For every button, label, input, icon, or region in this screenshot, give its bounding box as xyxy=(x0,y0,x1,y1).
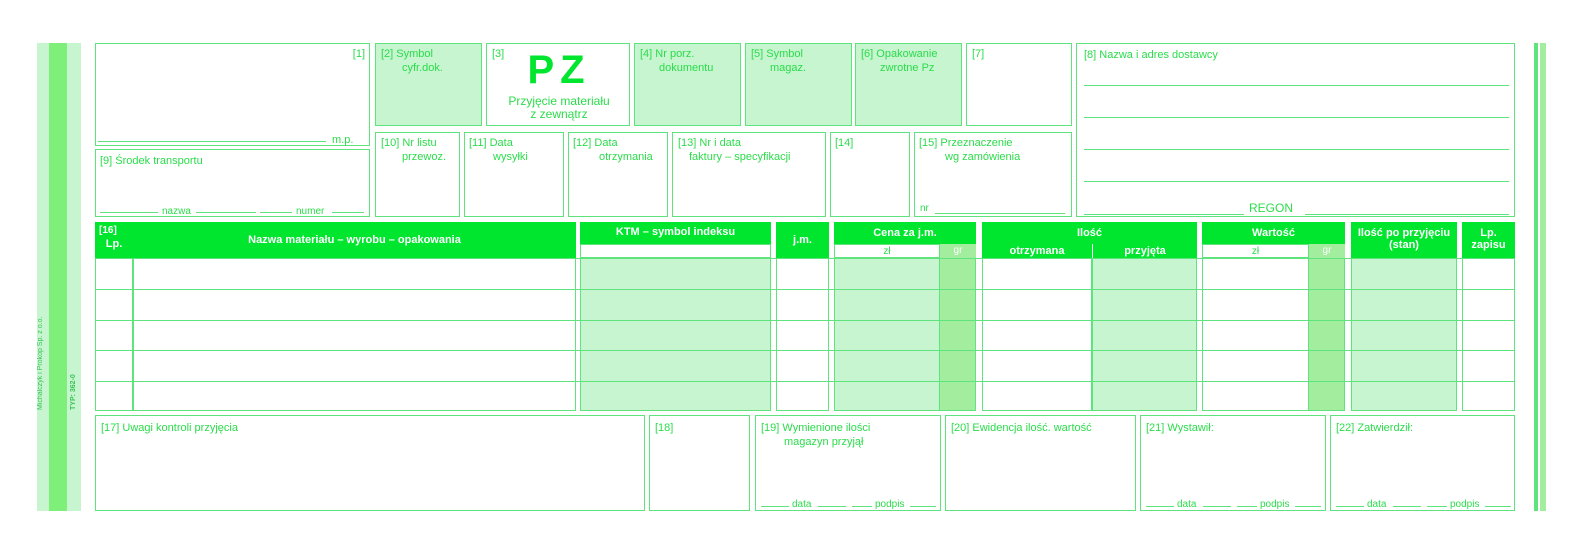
regon-label: REGON xyxy=(1249,201,1294,215)
right-margin-strip-2 xyxy=(1540,43,1546,511)
f21-data: data xyxy=(1177,499,1197,510)
sub-wartosc-zl: zł xyxy=(1202,244,1309,258)
table-wartosc-gr-col xyxy=(1309,258,1345,411)
field-1[interactable] xyxy=(95,43,370,146)
f21-podpis-r xyxy=(1295,506,1321,507)
supplier-line-3 xyxy=(1084,149,1509,150)
row-line-1 xyxy=(95,258,1515,259)
field-19-label: [19] Wymienione ilości xyxy=(761,422,871,434)
hdr-lpzapisu xyxy=(1462,222,1515,258)
f22-podpis-r xyxy=(1485,506,1511,507)
nr-line xyxy=(935,213,1065,214)
field-4-label-b: dokumentu xyxy=(659,62,714,74)
f19-podpis: podpis xyxy=(875,499,905,510)
left-margin-strip-dark xyxy=(49,43,67,511)
field-6-label: [6] Opakowanie xyxy=(861,48,938,60)
row-line-5 xyxy=(95,381,1515,382)
regon-line-right xyxy=(1305,214,1509,215)
field-21-label: [21] Wystawił: xyxy=(1146,422,1214,434)
f22-data-r xyxy=(1393,506,1421,507)
type-code: TYP: 362-0 xyxy=(70,374,77,410)
field-22-label: [22] Zatwierdził: xyxy=(1336,422,1414,434)
field-15-label: [15] Przeznaczenie xyxy=(919,137,1013,149)
field-8-supplier[interactable] xyxy=(1076,43,1515,217)
hdr-wartosc: Wartość xyxy=(1202,222,1345,244)
hdr-lp xyxy=(95,222,133,258)
pz-title: PZ xyxy=(527,48,591,92)
supplier-line-1 xyxy=(1084,85,1509,86)
field-14-label: [14] xyxy=(835,137,854,149)
field-7-label: [7] xyxy=(972,48,985,60)
field-5[interactable] xyxy=(745,43,852,126)
field-11[interactable] xyxy=(464,132,564,217)
f21-data-r xyxy=(1203,506,1231,507)
field-2-label: [2] Symbol xyxy=(381,48,433,60)
f19-data-l xyxy=(761,506,789,507)
hdr-name: Nazwa materiału – wyrobu – opakowania xyxy=(133,222,576,258)
field-9-label: [9] Środek transportu xyxy=(100,155,203,167)
field-1-label: [1] xyxy=(352,48,365,60)
field-10-label-b: przewoz. xyxy=(402,151,447,163)
field-4[interactable] xyxy=(634,43,741,126)
f22-podpis: podpis xyxy=(1450,499,1480,510)
numer-label: numer xyxy=(296,206,325,217)
field-10-label: [10] Nr listu xyxy=(381,137,437,149)
hdr-jm: j.m. xyxy=(776,222,829,258)
pz-subtitle-2: z zewnątrz xyxy=(530,107,588,121)
field-6-label-b: zwrotne Pz xyxy=(880,62,935,74)
hdr-lpzapisu-2: zapisu xyxy=(1471,239,1506,251)
nazwa-label: nazwa xyxy=(162,206,191,217)
field-11-label-b: wysyłki xyxy=(493,151,528,163)
f22-podpis-l xyxy=(1427,506,1447,507)
f19-data-r xyxy=(818,506,846,507)
field-7[interactable] xyxy=(966,43,1072,126)
row-line-3 xyxy=(95,320,1515,321)
field-3-label: [3] xyxy=(492,48,505,60)
hdr-stan xyxy=(1351,222,1457,258)
field-11-label: [11] Data xyxy=(469,137,513,149)
field-18[interactable] xyxy=(649,415,750,511)
sub-cena-gr: gr xyxy=(940,244,976,258)
supplier-line-4 xyxy=(1084,181,1509,182)
field-2-label-b: cyfr.dok. xyxy=(402,62,443,74)
nazwa-line-r xyxy=(196,212,256,213)
field-15-label-b: wg zamówienia xyxy=(945,151,1021,163)
mp-label: m.p. xyxy=(332,134,354,146)
field-6[interactable] xyxy=(855,43,962,126)
row-line-4 xyxy=(95,350,1515,351)
hdr-ilosc: Ilość xyxy=(982,222,1197,244)
field-5-label-b: magaz. xyxy=(770,62,807,74)
field-12-label: [12] Data xyxy=(573,137,618,149)
right-margin-strip xyxy=(1534,43,1538,511)
field-8-label: [8] Nazwa i adres dostawcy xyxy=(1084,49,1218,61)
supplier-line-2 xyxy=(1084,117,1509,118)
field-14[interactable] xyxy=(830,132,910,217)
field-13[interactable] xyxy=(672,132,826,217)
field-2[interactable] xyxy=(375,43,482,126)
field-13-label: [13] Nr i data xyxy=(678,137,741,149)
row-line-2 xyxy=(95,289,1515,290)
field-4-label: [4] Nr porz. xyxy=(640,48,695,60)
field-17-label: [17] Uwagi kontroli przyjęcia xyxy=(101,422,238,434)
sub-przyjeta: przyjęta xyxy=(1092,244,1197,258)
f19-podpis-l xyxy=(852,506,872,507)
field-12[interactable] xyxy=(568,132,668,217)
regon-line-left xyxy=(1084,214,1244,215)
nazwa-line-l xyxy=(100,212,158,213)
field-18-label: [18] xyxy=(655,422,674,434)
field-12-label-b: otrzymania xyxy=(599,151,653,163)
hdr-lp-num: [16] xyxy=(99,225,117,236)
f22-data-l xyxy=(1336,506,1364,507)
field-19[interactable] xyxy=(755,415,941,511)
field-20-label: [20] Ewidencja ilość. wartość xyxy=(951,422,1092,434)
field-19-label-b: magazyn przyjął xyxy=(784,436,864,448)
f22-data: data xyxy=(1367,499,1387,510)
field-21[interactable] xyxy=(1140,415,1326,511)
hdr-stan-2: (stan) xyxy=(1389,239,1419,251)
pz-subtitle-1: Przyjęcie materiału xyxy=(508,94,610,108)
ktm-subrow xyxy=(580,244,771,258)
publisher-text: Michalczyk i Prokop Sp. z o.o. xyxy=(37,316,44,410)
hdr-lpzapisu-1: Lp. xyxy=(1480,227,1497,239)
field-22[interactable] xyxy=(1330,415,1515,511)
field-13-label-b: faktury – specyfikacji xyxy=(689,151,791,163)
f21-podpis: podpis xyxy=(1260,499,1290,510)
hdr-lp-label: Lp. xyxy=(105,238,123,250)
field-15[interactable] xyxy=(914,132,1072,217)
field-10[interactable] xyxy=(375,132,460,217)
field-20[interactable] xyxy=(945,415,1136,511)
mp-line xyxy=(98,141,326,142)
numer-line-l xyxy=(260,212,292,213)
sub-cena-zl: zł xyxy=(834,244,940,258)
f21-data-l xyxy=(1146,506,1174,507)
f21-podpis-l xyxy=(1237,506,1257,507)
numer-line-r xyxy=(332,212,364,213)
hdr-cena: Cena za j.m. xyxy=(834,222,976,244)
field-3[interactable] xyxy=(486,43,630,126)
f19-data: data xyxy=(792,499,812,510)
hdr-stan-1: Ilość po przyjęciu xyxy=(1357,227,1451,239)
nr-label: nr xyxy=(920,203,929,214)
table-cena-gr-col xyxy=(940,258,976,411)
left-margin-strip-light2 xyxy=(67,43,81,511)
sub-wartosc-gr: gr xyxy=(1309,244,1345,258)
field-5-label: [5] Symbol xyxy=(751,48,803,60)
hdr-ktm: KTM – symbol indeksu xyxy=(580,222,771,244)
f19-podpis-r xyxy=(910,506,936,507)
field-17[interactable] xyxy=(95,415,645,511)
sub-otrzymana: otrzymana xyxy=(982,244,1092,258)
field-9-transport[interactable] xyxy=(95,149,370,217)
